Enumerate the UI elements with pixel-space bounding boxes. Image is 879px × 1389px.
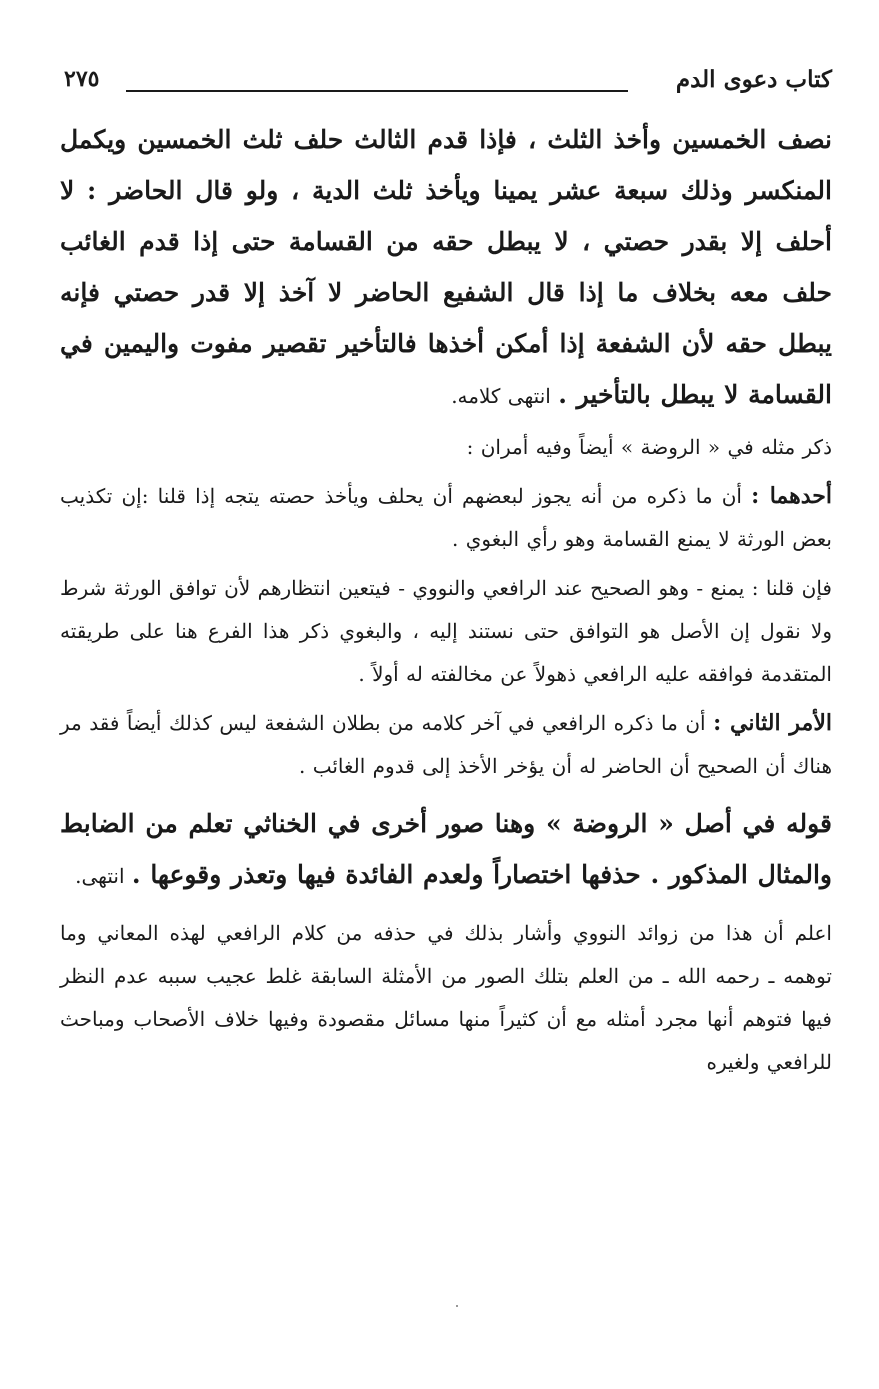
paragraph-6 (60, 798, 832, 902)
running-title: كتاب دعوى الدم (675, 66, 832, 93)
paragraph-3-text: أن ما ذكره من أنه يجوز لبعضهم أن يحلف ويأخذ حصته يتجه إذا قلنا :إن تكذيب بعض الورثة لا يمنع القسامة وهو رأي البغوي . (60, 484, 832, 551)
paragraph-1-tail: انتهى كلامه. (451, 384, 559, 408)
paragraph-7: اعلم أن هذا من زوائد النووي وأشار بذلك في حذفه من كلام الرافعي لهذه المعاني وما توهمه ـ رحمه الله ـ من العلم بتلك الصور من الأمثلة السابقة غلط عجيب سببه عدم النظر فيها فتوهم أنها مجرد أمثله مع أن كثيراً منها مسائل مقصودة وفيها خلاف الأصحاب ومباحث للرافعي ولغيره (60, 921, 832, 1074)
page-number: ٢٧٥ (64, 66, 100, 92)
paragraph-3 (60, 475, 832, 561)
paragraph-5-lead: الأمر الثاني : (713, 710, 832, 736)
page-speck (456, 1305, 458, 1307)
paragraph-5 (60, 702, 832, 788)
paragraph-1-bold-text: نصف الخمسين وأخذ الثلث ، فإذا قدم الثالث حلف ثلث الخمسين ويكمل المنكسر وذلك سبعة عشر يمينا ويأخذ ثلث الدية ، ولو قال الحاضر : لا أحلف إلا بقدر حصتي ، لا يبطل حقه من القسامة حتى إذا قدم الغائب حلف معه بخلاف ما إذا قال الشفيع الحاضر لا آخذ إلا قدر حصتي فإنه يبطل حقه لأن الشفعة إذا أمكن أخذها فالتأخير تقصير مفوت واليمين في القسامة لا يبطل بالتأخير . (60, 125, 832, 409)
paragraph-2: ذكر مثله في « الروضة » أيضاً وفيه أمران : (466, 435, 832, 459)
paragraph-3-lead: أحدهما : (751, 483, 832, 509)
paragraph-5-text: أن ما ذكره الرافعي في آخر كلامه من بطلان الشفعة ليس كذلك أيضاً فقد مر هناك أن الصحيح أن الحاضر له أن يؤخر الأخذ إلى قدوم الغائب . (60, 711, 832, 778)
header-rule (126, 90, 628, 92)
book-page (60, 64, 832, 1084)
running-header (60, 64, 832, 108)
paragraph-4: فإن قلنا : يمنع - وهو الصحيح عند الرافعي والنووي - فيتعين انتظارهم لأن توافق الورثة شرط ولا نقول إن الأصل هو التوافق حتى نستند إليه ، والبغوي ذكر هذا الفرع هنا على طريقته المتقدمة فوافقه عليه الرافعي ذهولاً عن مخالفته له أولاً . (60, 576, 832, 686)
paragraph-6-tail: انتهى. (75, 864, 132, 888)
paragraph-6-bold-text: قوله في أصل « الروضة » وهنا صور أخرى في الخناثي تعلم من الضابط والمثال المذكور . حذفها اختصاراً ولعدم الفائدة فيها وتعذر وقوعها . (60, 809, 832, 889)
paragraph-1 (60, 114, 832, 422)
